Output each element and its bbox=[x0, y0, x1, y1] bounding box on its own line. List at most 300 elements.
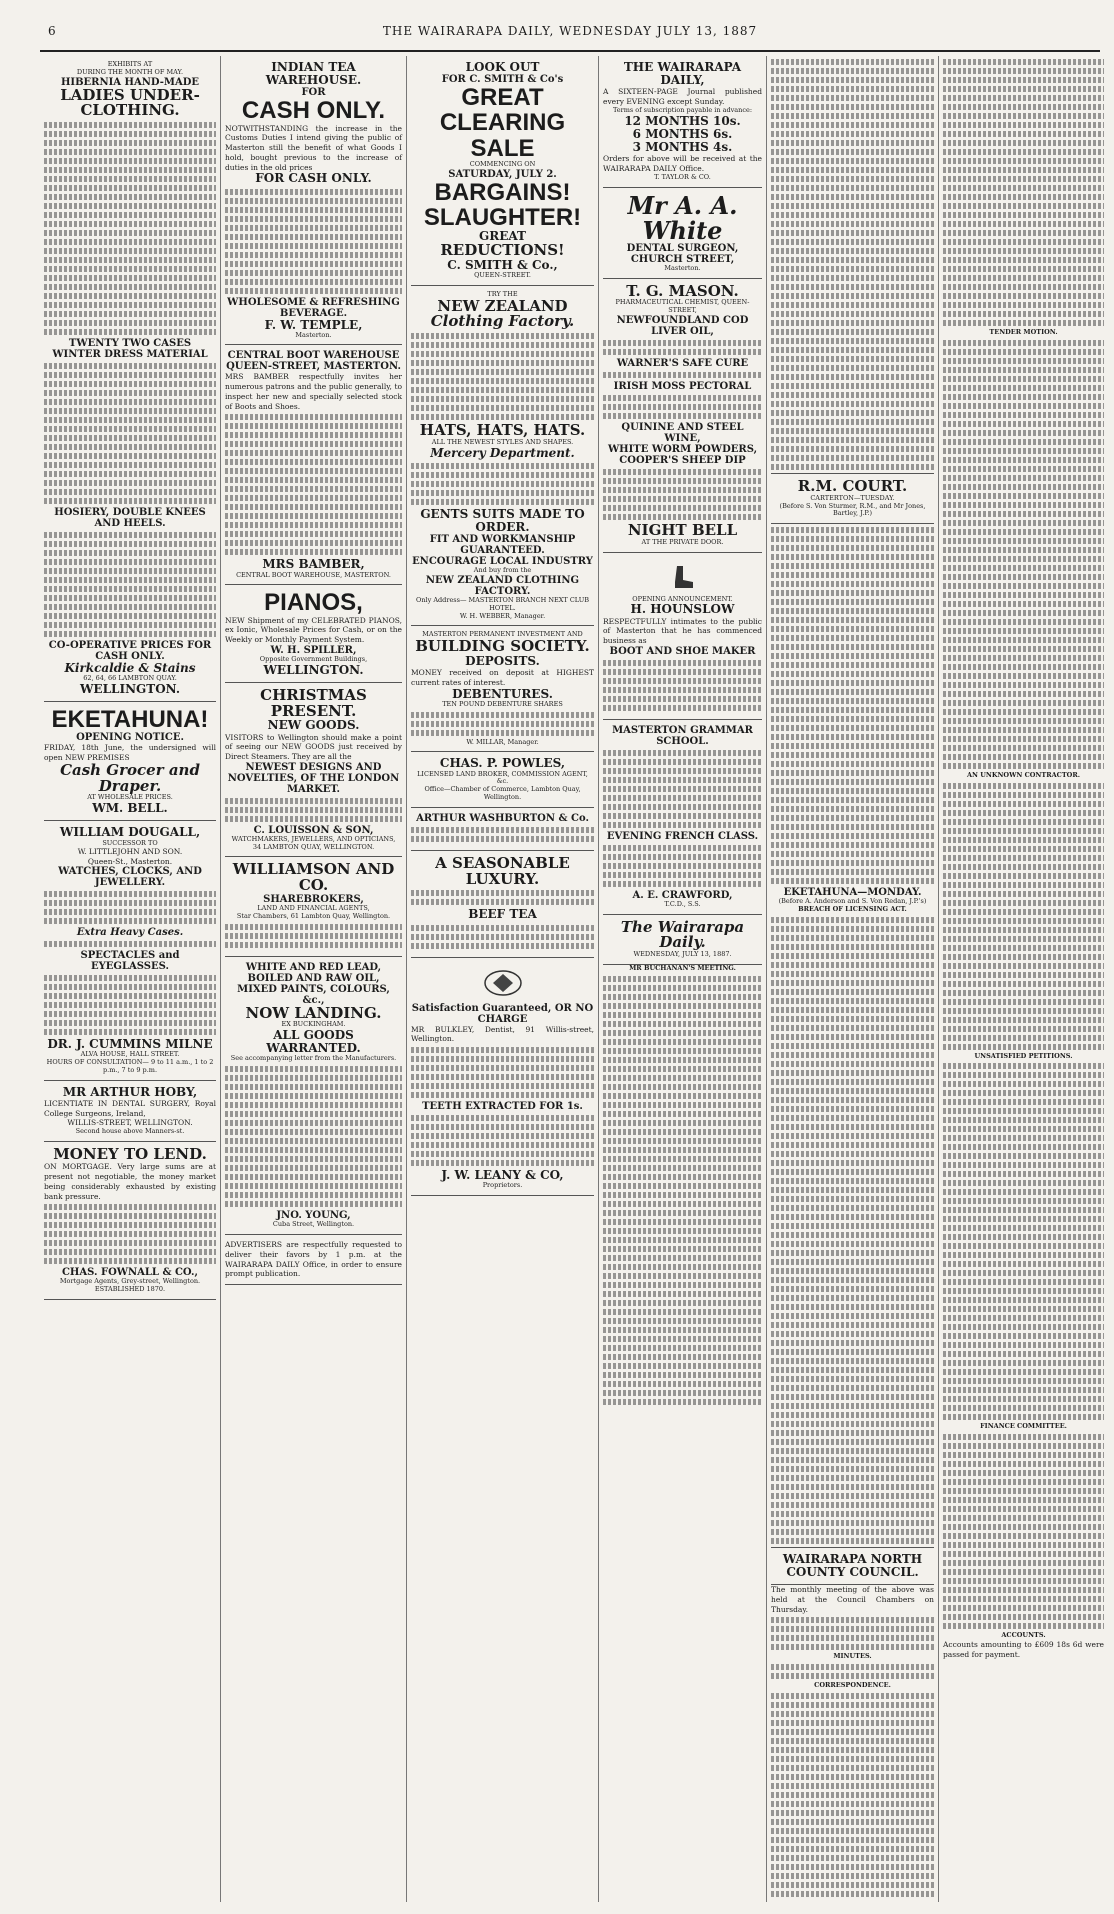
text-line bbox=[771, 1475, 934, 1481]
text-line bbox=[771, 1810, 934, 1816]
text-line bbox=[771, 1756, 934, 1762]
dougall-successor: SUCCESSOR TO bbox=[102, 838, 158, 847]
text-line bbox=[771, 1178, 934, 1184]
text-line bbox=[771, 1511, 934, 1517]
text-line bbox=[44, 489, 216, 495]
text-line bbox=[225, 924, 402, 930]
night-bell-heading: NIGHT BELL bbox=[627, 521, 738, 540]
church-street: CHURCH STREET, bbox=[630, 253, 735, 265]
deposits-heading: DEPOSITS. bbox=[465, 653, 540, 668]
text-line bbox=[943, 367, 1104, 373]
text-line bbox=[771, 1205, 934, 1211]
text-line bbox=[771, 536, 934, 542]
text-line bbox=[603, 863, 762, 869]
text-line bbox=[771, 1313, 934, 1319]
text-line bbox=[44, 158, 216, 164]
text-line bbox=[44, 622, 216, 628]
text-line bbox=[943, 864, 1104, 870]
text-line bbox=[44, 577, 216, 583]
advertisers-notice bbox=[225, 1235, 402, 1285]
text-line bbox=[943, 873, 1104, 879]
text-line bbox=[771, 842, 934, 848]
text-line bbox=[771, 752, 934, 758]
dougall-place: Queen-St., Masterton. bbox=[87, 856, 173, 866]
text-line bbox=[771, 707, 934, 713]
text-line bbox=[943, 1533, 1104, 1539]
text-line bbox=[771, 1241, 934, 1247]
text-line bbox=[603, 469, 762, 475]
text-line bbox=[771, 998, 934, 1004]
finance-heading: FINANCE COMMITTEE. bbox=[980, 1422, 1067, 1431]
text-line bbox=[771, 851, 934, 857]
text-line bbox=[411, 378, 594, 384]
millar-name: W. MILLAR, Manager. bbox=[466, 737, 539, 746]
text-line bbox=[771, 1828, 934, 1834]
seasonable-heading: A SEASONABLE LUXURY. bbox=[435, 853, 570, 888]
ladies-under-heading: LADIES UNDER- bbox=[60, 85, 200, 104]
text-line bbox=[771, 1774, 934, 1780]
fit-heading: FIT AND WORKMANSHIP GUARANTEED. bbox=[429, 534, 576, 557]
text-line bbox=[411, 1056, 594, 1062]
pharmaceutical: PHARMACEUTICAL CHEMIST, QUEEN-STREET, bbox=[615, 298, 750, 315]
text-line bbox=[771, 1538, 934, 1544]
text-line bbox=[771, 554, 934, 560]
sharebrokers: SHAREBROKERS, bbox=[263, 893, 364, 905]
saturday-date: SATURDAY, JULY 2. bbox=[448, 168, 557, 180]
text-line bbox=[44, 1222, 216, 1228]
text-line bbox=[771, 455, 934, 461]
text-line bbox=[411, 836, 594, 842]
powles-ad bbox=[411, 752, 594, 807]
louisson-trade: WATCHMAKERS, JEWELLERS, AND OPTICIANS, bbox=[231, 834, 396, 843]
text-line bbox=[943, 963, 1104, 969]
dougall-ad bbox=[44, 821, 216, 1080]
ekatahuna-ad bbox=[44, 702, 216, 821]
beef-tea-ad bbox=[411, 851, 594, 958]
powles-licensed: LICENSED LAND BROKER, COMMISSION AGENT, &c. bbox=[417, 769, 588, 786]
text-line bbox=[225, 798, 402, 804]
text-line bbox=[44, 480, 216, 486]
text-line bbox=[44, 221, 216, 227]
fownall-mortgage: Mortgage Agents, Grey-street, Wellington. bbox=[59, 1277, 201, 1286]
text-line bbox=[943, 1153, 1104, 1159]
text-line bbox=[411, 827, 594, 833]
hounslow-name: H. HOUNSLOW bbox=[630, 602, 735, 617]
text-line bbox=[44, 941, 216, 947]
text-line bbox=[771, 617, 934, 623]
text-line bbox=[771, 1160, 934, 1166]
text-line bbox=[603, 1138, 762, 1144]
text-line bbox=[943, 266, 1104, 272]
text-line bbox=[411, 943, 594, 949]
text-line bbox=[771, 167, 934, 173]
deposits-text: MONEY received on deposit at HIGHEST current rates of interest. bbox=[411, 668, 594, 687]
text-line bbox=[44, 435, 216, 441]
coopers-heading: COOPER'S SHEEP DIP bbox=[619, 455, 746, 467]
pianos-heading: PIANOS, bbox=[264, 589, 363, 617]
text-line bbox=[603, 1210, 762, 1216]
text-line bbox=[603, 478, 762, 484]
text-line bbox=[771, 1747, 934, 1753]
text-line bbox=[411, 934, 594, 940]
text-line bbox=[44, 248, 216, 254]
white-red-heading: WHITE AND RED LEAD, bbox=[245, 961, 382, 973]
text-line bbox=[603, 1246, 762, 1252]
money-heading: MONEY TO LEND. bbox=[53, 1144, 207, 1163]
text-line bbox=[771, 257, 934, 263]
washburton-name: ARTHUR WASHBURTON & Co. bbox=[416, 812, 589, 824]
text-line bbox=[603, 1120, 762, 1126]
for-cash-heading: FOR CASH ONLY. bbox=[255, 171, 372, 186]
text-line bbox=[225, 1066, 402, 1072]
text-line bbox=[943, 673, 1104, 679]
text-line bbox=[771, 113, 934, 119]
beef-tea-heading: BEEF TEA bbox=[468, 907, 537, 922]
spiller-city: WELLINGTON. bbox=[263, 662, 364, 677]
text-line bbox=[44, 140, 216, 146]
louisson-name: C. LOUISSON & SON, bbox=[253, 824, 374, 836]
text-line bbox=[771, 653, 934, 659]
text-line bbox=[771, 1133, 934, 1139]
text-line bbox=[943, 1506, 1104, 1512]
text-line bbox=[225, 216, 402, 222]
text-line bbox=[943, 1135, 1104, 1141]
text-line bbox=[411, 369, 594, 375]
text-line bbox=[943, 140, 1104, 146]
tea-notice-text: NOTWITHSTANDING the increase in the Customs Duties I intend giving the public of Masterton still the benefit of what Goods I hold, bought previous to the increase of duties in the old prices bbox=[225, 123, 402, 172]
text-line bbox=[771, 869, 934, 875]
text-line bbox=[225, 477, 402, 483]
text-line bbox=[943, 1126, 1104, 1132]
text-line bbox=[943, 385, 1104, 391]
text-line bbox=[771, 464, 934, 470]
text-line bbox=[943, 1434, 1104, 1440]
clothing-factory-ad bbox=[411, 286, 594, 627]
text-line bbox=[943, 248, 1104, 254]
text-line bbox=[44, 471, 216, 477]
text-line bbox=[225, 1165, 402, 1171]
text-line bbox=[411, 925, 594, 931]
text-line bbox=[603, 759, 762, 765]
text-line bbox=[771, 608, 934, 614]
text-line bbox=[44, 1231, 216, 1237]
text-line bbox=[943, 592, 1104, 598]
text-line bbox=[771, 293, 934, 299]
text-line bbox=[771, 1277, 934, 1283]
text-line bbox=[771, 797, 934, 803]
bamber-name: MRS BAMBER, bbox=[262, 557, 365, 572]
paper-nameplate bbox=[603, 915, 762, 965]
text-line bbox=[44, 631, 216, 637]
column-4 bbox=[598, 56, 766, 1902]
text-line bbox=[603, 1309, 762, 1315]
text-line bbox=[771, 1043, 934, 1049]
text-line bbox=[943, 700, 1104, 706]
text-line bbox=[943, 439, 1104, 445]
tender-heading: TENDER MOTION. bbox=[989, 328, 1058, 336]
text-line bbox=[943, 646, 1104, 652]
text-line bbox=[44, 975, 216, 981]
at-prices: AT WHOLESALE PRICES. bbox=[87, 793, 173, 802]
text-line bbox=[225, 441, 402, 447]
text-line bbox=[603, 822, 762, 828]
text-line bbox=[943, 664, 1104, 670]
text-line bbox=[943, 736, 1104, 742]
hibernia-ad bbox=[44, 56, 216, 702]
nz-clothing-heading: NEW ZEALAND CLOTHING FACTORY. bbox=[425, 575, 580, 598]
clearing-sale-ad bbox=[411, 56, 594, 286]
text-line bbox=[603, 881, 762, 887]
text-line bbox=[603, 1354, 762, 1360]
opening-notice-heading: OPENING NOTICE. bbox=[76, 732, 184, 744]
county-council-block bbox=[771, 1547, 934, 1585]
text-line bbox=[943, 1551, 1104, 1557]
text-line bbox=[943, 882, 1104, 888]
text-line bbox=[771, 770, 934, 776]
text-line bbox=[44, 363, 216, 369]
text-line bbox=[943, 801, 1104, 807]
new-goods-heading: NEW GOODS. bbox=[267, 718, 360, 733]
text-line bbox=[943, 122, 1104, 128]
text-line bbox=[603, 854, 762, 860]
text-line bbox=[603, 660, 762, 666]
clothing-heading: CLOTHING. bbox=[80, 101, 180, 120]
text-line bbox=[771, 680, 934, 686]
text-line bbox=[411, 1142, 594, 1148]
exhibits-sub: DURING THE MONTH OF MAY. bbox=[76, 67, 184, 76]
text-line bbox=[411, 342, 594, 348]
text-line bbox=[771, 779, 934, 785]
text-line bbox=[771, 1070, 934, 1076]
text-line bbox=[943, 1198, 1104, 1204]
text-line bbox=[225, 1120, 402, 1126]
text-line bbox=[771, 347, 934, 353]
text-line bbox=[225, 1111, 402, 1117]
text-line bbox=[943, 945, 1104, 951]
reductions-heading: REDUCTIONS! bbox=[440, 241, 565, 260]
text-line bbox=[225, 549, 402, 555]
bargains-heading: BARGAINS! bbox=[434, 178, 571, 206]
text-line bbox=[943, 981, 1104, 987]
text-line bbox=[603, 1273, 762, 1279]
text-line bbox=[603, 1093, 762, 1099]
text-line bbox=[771, 860, 934, 866]
young-name: JNO. YOUNG, bbox=[276, 1210, 351, 1222]
text-line bbox=[225, 288, 402, 294]
text-line bbox=[44, 918, 216, 924]
text-line bbox=[44, 131, 216, 137]
text-line bbox=[943, 972, 1104, 978]
text-line bbox=[943, 1297, 1104, 1303]
text-line bbox=[771, 1268, 934, 1274]
text-line bbox=[771, 194, 934, 200]
text-line bbox=[771, 149, 934, 155]
commencing: COMMENCING ON bbox=[469, 159, 536, 168]
text-line bbox=[225, 933, 402, 939]
building-society-ad bbox=[411, 626, 594, 752]
column-2 bbox=[220, 56, 406, 1902]
mixed-heading: MIXED PAINTS, COLOURS, &c., bbox=[237, 983, 390, 1006]
text-line bbox=[44, 266, 216, 272]
text-line bbox=[771, 1635, 934, 1641]
text-line bbox=[943, 358, 1104, 364]
text-line bbox=[771, 833, 934, 839]
text-line bbox=[771, 356, 934, 362]
text-line bbox=[225, 531, 402, 537]
text-line bbox=[943, 891, 1104, 897]
text-line bbox=[943, 113, 1104, 119]
text-line bbox=[771, 1412, 934, 1418]
subscription-terms: Terms of subscription payable in advance: bbox=[612, 105, 753, 114]
text-line bbox=[411, 490, 594, 496]
text-line bbox=[603, 1201, 762, 1207]
all-goods-heading: ALL GOODS WARRANTED. bbox=[266, 1028, 361, 1056]
text-line bbox=[943, 1017, 1104, 1023]
text-line bbox=[943, 86, 1104, 92]
text-line bbox=[225, 1138, 402, 1144]
money-text: ON MORTGAGE. Very large sums are at present not negotiable, the money market being considerably exhausted by existing bank pressure. bbox=[44, 1162, 216, 1201]
text-line bbox=[44, 293, 216, 299]
text-line bbox=[411, 890, 594, 896]
louisson-address: 34 LAMBTON QUAY, WELLINGTON. bbox=[252, 842, 375, 851]
text-line bbox=[44, 993, 216, 999]
wm-bell-name: WM. BELL. bbox=[92, 801, 168, 816]
at-door: AT THE PRIVATE DOOR. bbox=[641, 537, 724, 546]
exhibits-heading: EXHIBITS AT bbox=[107, 60, 153, 68]
spectacles-heading: SPECTACLES and EYEGLASSES. bbox=[80, 950, 180, 973]
text-line bbox=[771, 230, 934, 236]
text-line bbox=[44, 1002, 216, 1008]
text-line bbox=[411, 414, 594, 420]
text-line bbox=[44, 122, 216, 128]
kirkcaldie-address: 62, 64, 66 LAMBTON QUAY. bbox=[83, 674, 177, 683]
text-line bbox=[603, 1030, 762, 1036]
text-line bbox=[771, 734, 934, 740]
hounslow-text: RESPECTFULLY intimates to the public of Masterton that he has commenced business as bbox=[603, 616, 762, 646]
text-line bbox=[225, 459, 402, 465]
text-line bbox=[943, 230, 1104, 236]
text-line bbox=[943, 601, 1104, 607]
text-line bbox=[943, 1270, 1104, 1276]
text-line bbox=[943, 727, 1104, 733]
text-line bbox=[943, 1252, 1104, 1258]
text-line bbox=[771, 527, 934, 533]
only-address: Only Address— MASTERTON BRANCH NEXT CLUB HOTEL. bbox=[415, 596, 590, 612]
text-line bbox=[225, 450, 402, 456]
text-line bbox=[943, 1360, 1104, 1366]
text-line bbox=[943, 1261, 1104, 1267]
text-line bbox=[943, 754, 1104, 760]
text-line bbox=[943, 691, 1104, 697]
text-line bbox=[603, 696, 762, 702]
opening-notice-text: FRIDAY, 18th June, the undersigned will open NEW PREMISES bbox=[44, 743, 216, 763]
text-line bbox=[44, 372, 216, 378]
mercery-heading: Mercery Department. bbox=[430, 445, 575, 460]
text-line bbox=[943, 484, 1104, 490]
text-line bbox=[225, 1129, 402, 1135]
text-line bbox=[44, 462, 216, 468]
text-line bbox=[411, 1160, 594, 1166]
text-line bbox=[771, 1457, 934, 1463]
text-line bbox=[943, 403, 1104, 409]
text-line bbox=[225, 522, 402, 528]
text-line bbox=[771, 1259, 934, 1265]
text-line bbox=[943, 610, 1104, 616]
text-line bbox=[771, 1016, 934, 1022]
text-line bbox=[771, 1765, 934, 1771]
text-line bbox=[943, 556, 1104, 562]
text-line bbox=[44, 444, 216, 450]
text-line bbox=[225, 504, 402, 510]
text-line bbox=[943, 1470, 1104, 1476]
text-line bbox=[771, 1385, 934, 1391]
text-line bbox=[225, 414, 402, 420]
text-line bbox=[603, 1336, 762, 1342]
text-line bbox=[943, 257, 1104, 263]
text-line bbox=[603, 678, 762, 684]
hoby-second-house: Second house above Manners-st. bbox=[75, 1126, 185, 1135]
text-line bbox=[603, 413, 762, 419]
text-line bbox=[943, 709, 1104, 715]
text-line bbox=[411, 481, 594, 487]
grammar-school-ad bbox=[603, 720, 762, 915]
text-line bbox=[44, 568, 216, 574]
text-line bbox=[603, 768, 762, 774]
text-line bbox=[943, 1351, 1104, 1357]
text-line bbox=[603, 1219, 762, 1225]
text-line bbox=[771, 1403, 934, 1409]
text-line bbox=[603, 1084, 762, 1090]
text-line bbox=[44, 909, 216, 915]
text-line bbox=[771, 962, 934, 968]
text-line bbox=[411, 721, 594, 727]
text-line bbox=[771, 1819, 934, 1825]
text-line bbox=[603, 750, 762, 756]
try-the: TRY THE bbox=[487, 289, 518, 298]
text-line bbox=[943, 239, 1104, 245]
text-line bbox=[943, 430, 1104, 436]
text-line bbox=[943, 1587, 1104, 1593]
slaughter-heading: SLAUGHTER! bbox=[423, 203, 582, 231]
text-line bbox=[771, 1349, 934, 1355]
grammar-heading: MASTERTON GRAMMAR SCHOOL. bbox=[612, 724, 753, 747]
boot-shoe-heading: BOOT AND SHOE MAKER bbox=[609, 645, 756, 657]
minutes-heading: MINUTES. bbox=[833, 1652, 872, 1661]
text-line bbox=[943, 1578, 1104, 1584]
text-line bbox=[771, 1115, 934, 1121]
text-line bbox=[771, 383, 934, 389]
text-line bbox=[603, 872, 762, 878]
text-line bbox=[943, 927, 1104, 933]
hoby-address: WILLIS-STREET, WELLINGTON. bbox=[67, 1118, 193, 1128]
text-line bbox=[943, 837, 1104, 843]
text-line bbox=[603, 404, 762, 410]
all-newest: ALL THE NEWEST STYLES AND SHAPES. bbox=[431, 437, 574, 446]
text-line bbox=[943, 1497, 1104, 1503]
text-line bbox=[411, 1124, 594, 1130]
masterton-permanent: MASTERTON PERMANENT INVESTMENT AND bbox=[422, 630, 583, 639]
text-line bbox=[225, 1147, 402, 1153]
dougall-name: WILLIAM DOUGALL, bbox=[59, 825, 201, 840]
text-line bbox=[771, 86, 934, 92]
text-line bbox=[771, 428, 934, 434]
paper-date: WEDNESDAY, JULY 13, 1887. bbox=[633, 950, 732, 959]
text-line bbox=[603, 372, 762, 378]
text-line bbox=[603, 349, 762, 355]
text-line bbox=[943, 1099, 1104, 1105]
text-line bbox=[603, 1174, 762, 1180]
text-line bbox=[603, 1318, 762, 1324]
